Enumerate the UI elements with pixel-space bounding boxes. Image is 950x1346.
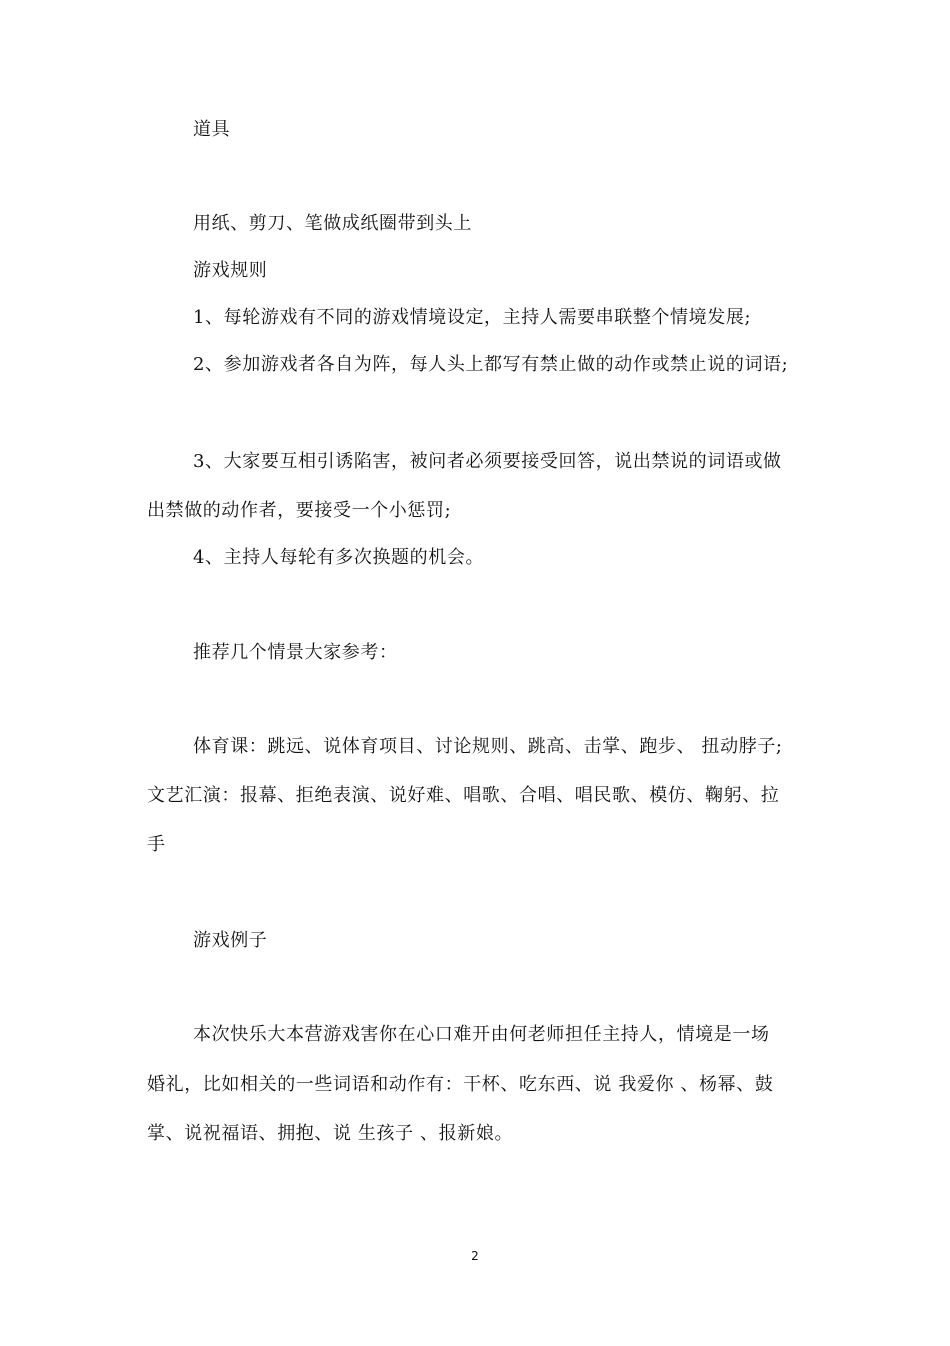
- scene-pe-class: 体育课：跳远、说体育项目、讨论规则、跳高、击掌、跑步、 扭动脖子;: [193, 736, 783, 757]
- rule-item-3-line-1: 3、大家要互相引诱陷害，被问者必须要接受回答，说出禁说的词语或做: [193, 451, 782, 472]
- rule-item-1: 1、每轮游戏有不同的游戏情境设定，主持人需要串联整个情境发展;: [193, 307, 752, 328]
- example-heading: 游戏例子: [193, 930, 268, 951]
- example-line-3: 掌、说祝福语、拥抱、说 生孩子 、报新娘。: [147, 1123, 514, 1144]
- scene-arts-line-2: 手: [147, 834, 166, 855]
- rule-item-2: 2、参加游戏者各自为阵，每人头上都写有禁止做的动作或禁止说的词语;: [193, 354, 789, 375]
- example-line-1: 本次快乐大本营游戏害你在心口难开由何老师担任主持人，情境是一场: [193, 1024, 770, 1045]
- rule-item-3-line-2: 出禁做的动作者，要接受一个小惩罚;: [147, 500, 452, 521]
- props-heading: 道具: [193, 119, 231, 140]
- rule-item-4: 4、主持人每轮有多次换题的机会。: [193, 547, 485, 568]
- page-number: 2: [471, 1249, 479, 1263]
- scene-arts-line-1: 文艺汇演：报幕、拒绝表演、说好难、唱歌、合唱、唱民歌、模仿、鞠躬、拉: [147, 785, 780, 806]
- scenes-intro: 推荐几个情景大家参考：: [193, 642, 398, 663]
- rules-heading: 游戏规则: [193, 260, 268, 281]
- example-line-2: 婚礼，比如相关的一些词语和动作有：干杯、吃东西、说 我爱你 、杨幂、鼓: [147, 1074, 774, 1095]
- props-text: 用纸、剪刀、笔做成纸圈带到头上: [193, 213, 472, 234]
